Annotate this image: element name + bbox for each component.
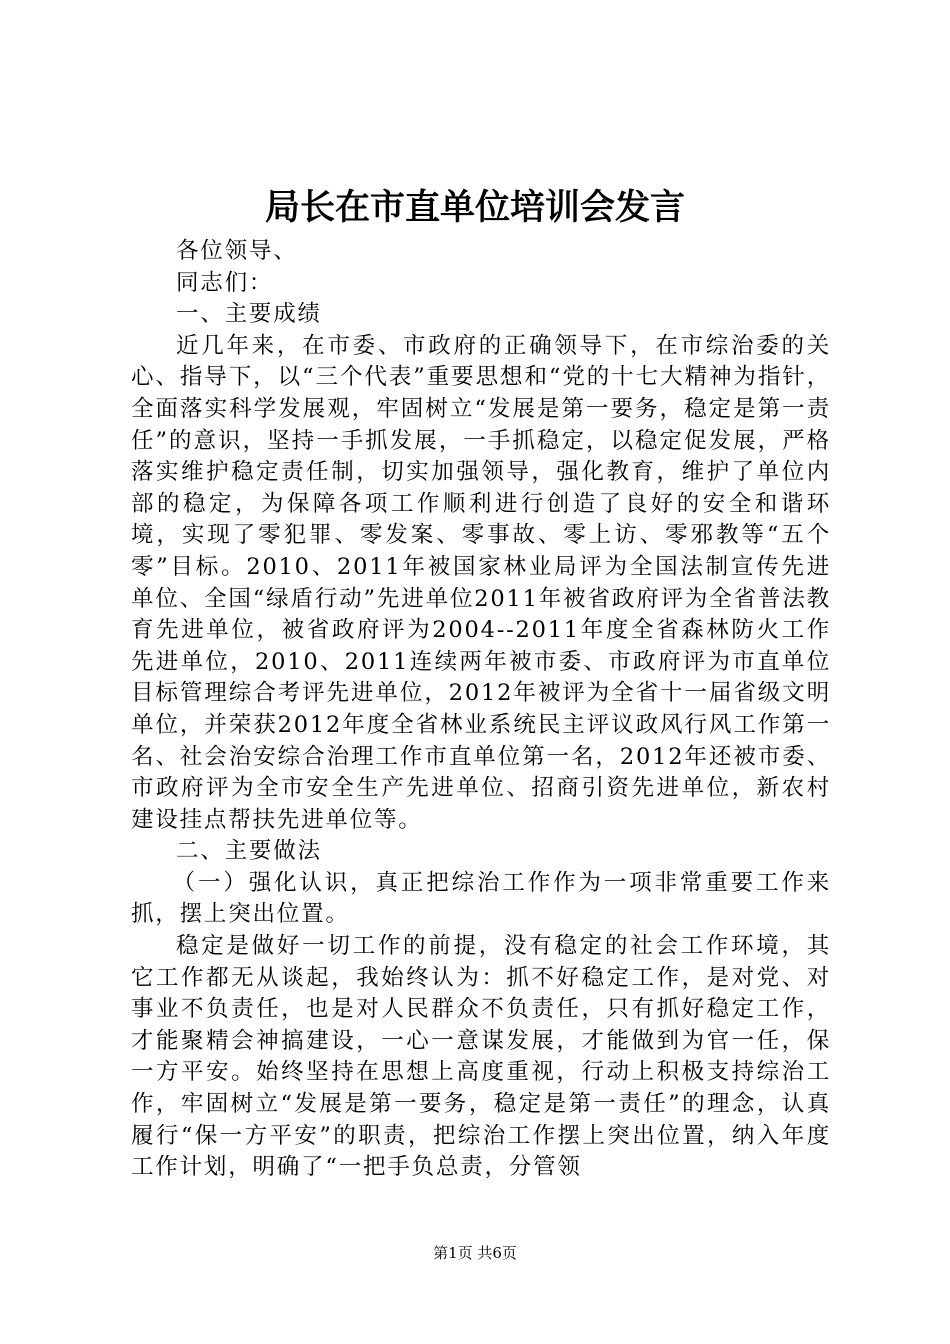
section-heading-achievements: 一、主要成绩 <box>176 301 322 328</box>
paragraph-achievements: 近几年来，在市委、市政府的正确领导下，在市综治委的关心、指导下，以“三个代表”重要思想和“党的十七大精神为指针，全面落实科学发展观，牢固树立“发展是第一要务，稳定是第一责任”的意识，坚持一手抓发展，一手抓稳定，以稳定促发展，严格落实维护稳定责任制，切实加强领导，强化教育，维护了单位内部的稳定，为保障各项工作顺利进行创造了良好的安全和谐环境，实现了零犯罪、零发案、零事故、零上访、零邪教等“五个零”目标。2010、2011年被国家林业局评为全国法制宣传先进单位、全国“绿盾行动”先进单位2011年被省政府评为全省普法教育先进单位，被省政府评为2004--2011年度全省森林防火工作先进单位，2010、2011连续两年被市委、市政府评为市直单位目标管理综合考评先进单位，2012年被评为全省十一届省级文明单位，并荣获2012年度全省林业系统民主评议政风行风工作第一名、社会治安综合治理工作市直单位第一名，2012年还被市委、市政府评为全市安全生产先进单位、招商引资先进单位，新农村建设挂点帮扶先进单位等。 <box>131 332 831 833</box>
document-body <box>131 236 831 1184</box>
document-title: 局长在市直单位培训会发言 <box>264 187 685 228</box>
salutation-leaders: 各位领导、 <box>176 238 298 264</box>
subsection-heading-awareness: （一）强化认识，真正把综治工作作为一项非常重要工作来抓，摆上突出位置。 <box>131 869 831 928</box>
salutation-comrades: 同志们： <box>176 269 274 296</box>
page-footer: 第1页 共6页 <box>433 1244 517 1262</box>
paragraph-stability: 稳定是做好一切工作的前提，没有稳定的社会工作环境，其它工作都无从谈起，我始终认为：抓不好稳定工作，是对党、对事业不负责任，也是对人民群众不负责任，只有抓好稳定工作，才能聚精会神搞建设，一心一意谋发展，才能做到为官一任，保一方平安。始终坚持在思想上高度重视，行动上积极支持综治工作，牢固树立“发展是第一要务，稳定是第一责任”的理念，认真履行“保一方平安”的职责，把综治工作摆上突出位置，纳入年度工作计划，明确了“一把手负总责，分管领 <box>131 933 831 1181</box>
section-heading-methods: 二、主要做法 <box>176 838 322 865</box>
